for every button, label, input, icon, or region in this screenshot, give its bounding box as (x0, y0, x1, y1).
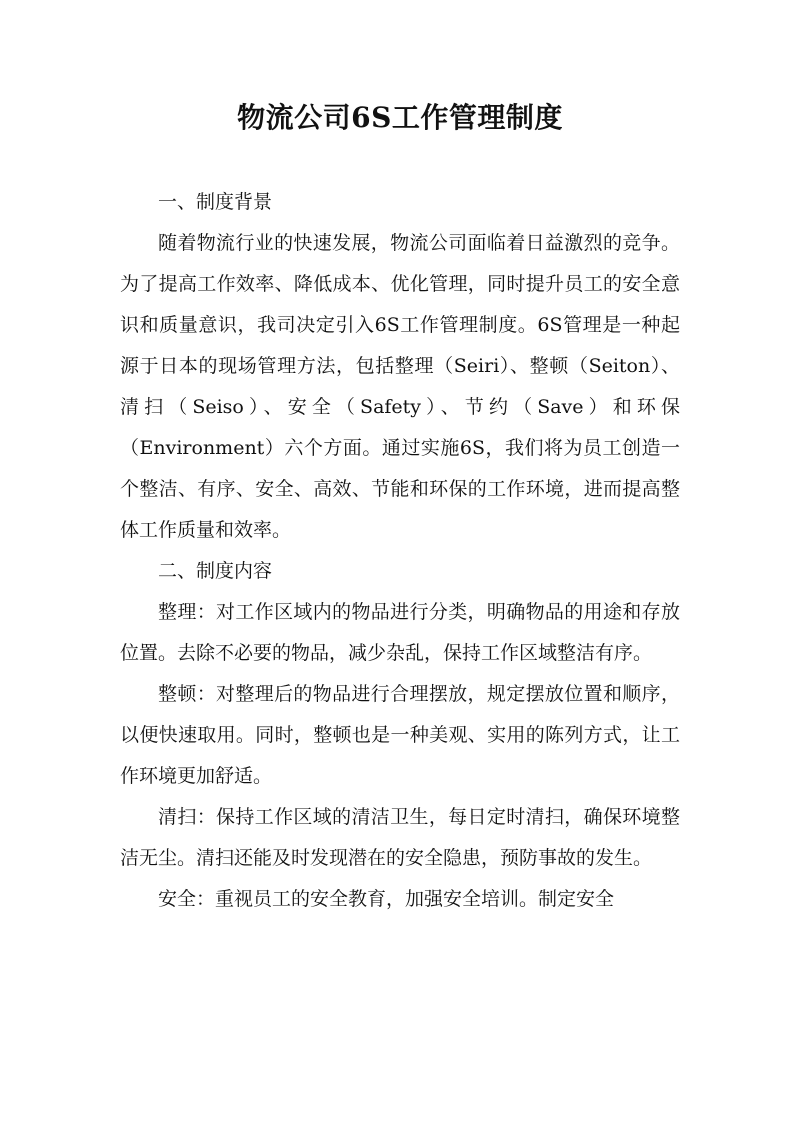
paragraph-sort: 整理：对工作区域内的物品进行分类，明确物品的用途和存放位置。去除不必要的物品，减少杂乱，保持工作区域整洁有序。 (120, 601, 680, 664)
section-heading-background: 一、制度背景 (158, 191, 273, 213)
document-title: 物流公司6S工作管理制度 (237, 101, 563, 134)
paragraph-shine: 清扫：保持工作区域的清洁卫生，每日定时清扫，确保环境整洁无尘。清扫还能及时发现潜在的安全隐患，预防事故的发生。 (120, 806, 680, 869)
section-heading-content: 二、制度内容 (158, 560, 273, 582)
paragraph-set-in-order: 整顿：对整理后的物品进行合理摆放，规定摆放位置和顺序，以便快速取用。同时，整顿也是一种美观、实用的陈列方式，让工作环境更加舒适。 (120, 683, 680, 787)
paragraph-safety: 安全：重视员工的安全教育，加强安全培训。制定安全 (158, 888, 615, 910)
paragraph-background: 随着物流行业的快速发展，物流公司面临着日益激烈的竞争。为了提高工作效率、降低成本、优化管理，同时提升员工的安全意识和质量意识，我司决定引入6S工作管理制度。6S管理是一种起源于日本的现场管理方法，包括整理（Seiri）、整顿（Seiton）、清扫（Seiso）、安全（Safety）、节约（Save）和环保（Environment）六个方面。通过实施6S，我们将为员工创造一个整洁、有序、安全、高效、节能和环保的工作环境，进而提高整体工作质量和效率。 (120, 232, 680, 541)
document-body (120, 182, 680, 920)
